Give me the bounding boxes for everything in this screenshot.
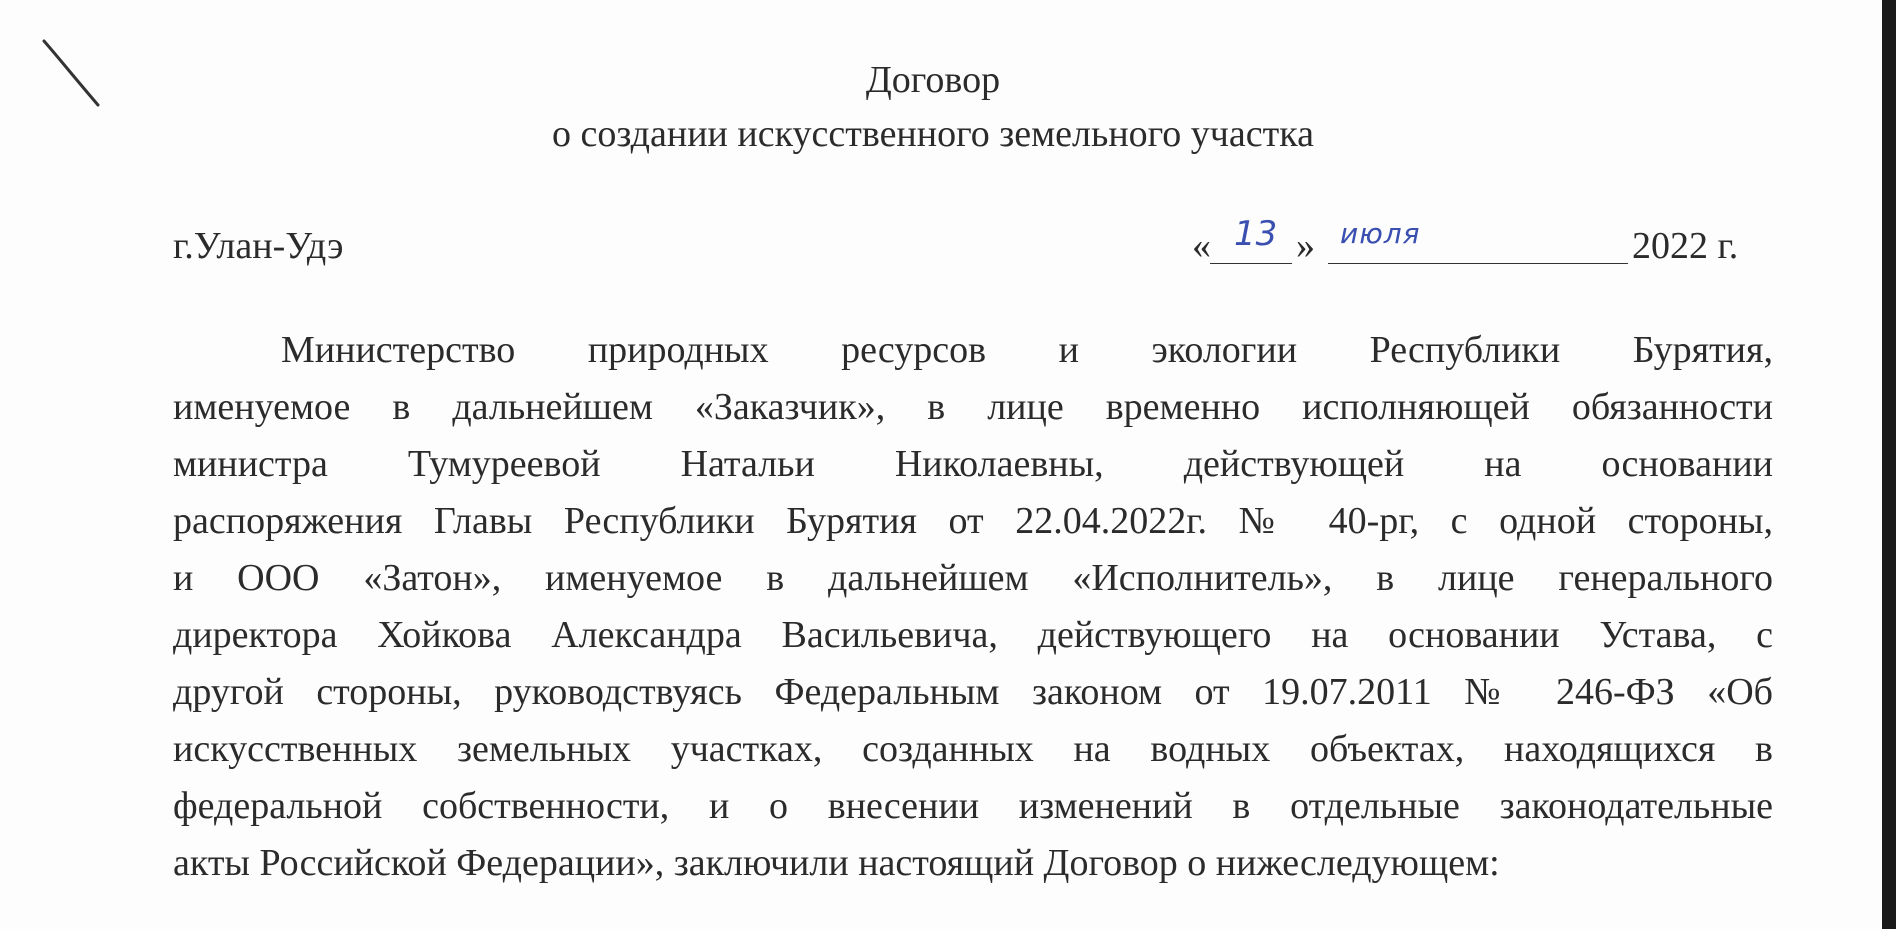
paragraph-line: другой стороны, руководствуясь Федеральным законом от 19.07.2011 № 246-ФЗ «Об (173, 671, 1773, 713)
scan-edge-border (1882, 0, 1896, 929)
date-close-quote: » (1296, 225, 1315, 267)
handwritten-month: июля (1340, 217, 1421, 250)
day-underline (1210, 263, 1292, 264)
paragraph-line: федеральной собственности, и о внесении изменений в отдельные законодательные (173, 785, 1773, 827)
preamble-paragraph (173, 322, 1773, 892)
paragraph-line: именуемое в дальнейшем «Заказчик», в лице временно исполняющей обязанности (173, 386, 1773, 428)
month-underline (1328, 263, 1628, 264)
handwritten-day: 13 (1234, 214, 1278, 254)
paragraph-line: директора Хойкова Александра Васильевича, действующего на основании Устава, с (173, 614, 1773, 656)
paragraph-line: Министерство природных ресурсов и экологии Республики Бурятия, (281, 329, 1773, 371)
place-of-signing: г.Улан-Удэ (173, 225, 344, 267)
paragraph-line: и ООО «Затон», именуемое в дальнейшем «Исполнитель», в лице генерального (173, 557, 1773, 599)
date-year: 2022 г. (1632, 225, 1739, 267)
paragraph-line: распоряжения Главы Республики Бурятия от 22.04.2022г. № 40-рг, с одной стороны, (173, 500, 1773, 542)
document-title: Договор (865, 59, 1001, 101)
contract-date (1192, 214, 1772, 269)
paragraph-line: министра Тумуреевой Натальи Николаевны, действующей на основании (173, 443, 1773, 485)
date-open-quote: « (1192, 225, 1211, 267)
paragraph-line: искусственных земельных участках, созданных на водных объектах, находящихся в (173, 728, 1773, 770)
document-subtitle: о создании искусственного земельного участка (551, 113, 1315, 155)
paragraph-line: акты Российской Федерации», заключили настоящий Договор о нижеследующем: (173, 842, 1500, 884)
